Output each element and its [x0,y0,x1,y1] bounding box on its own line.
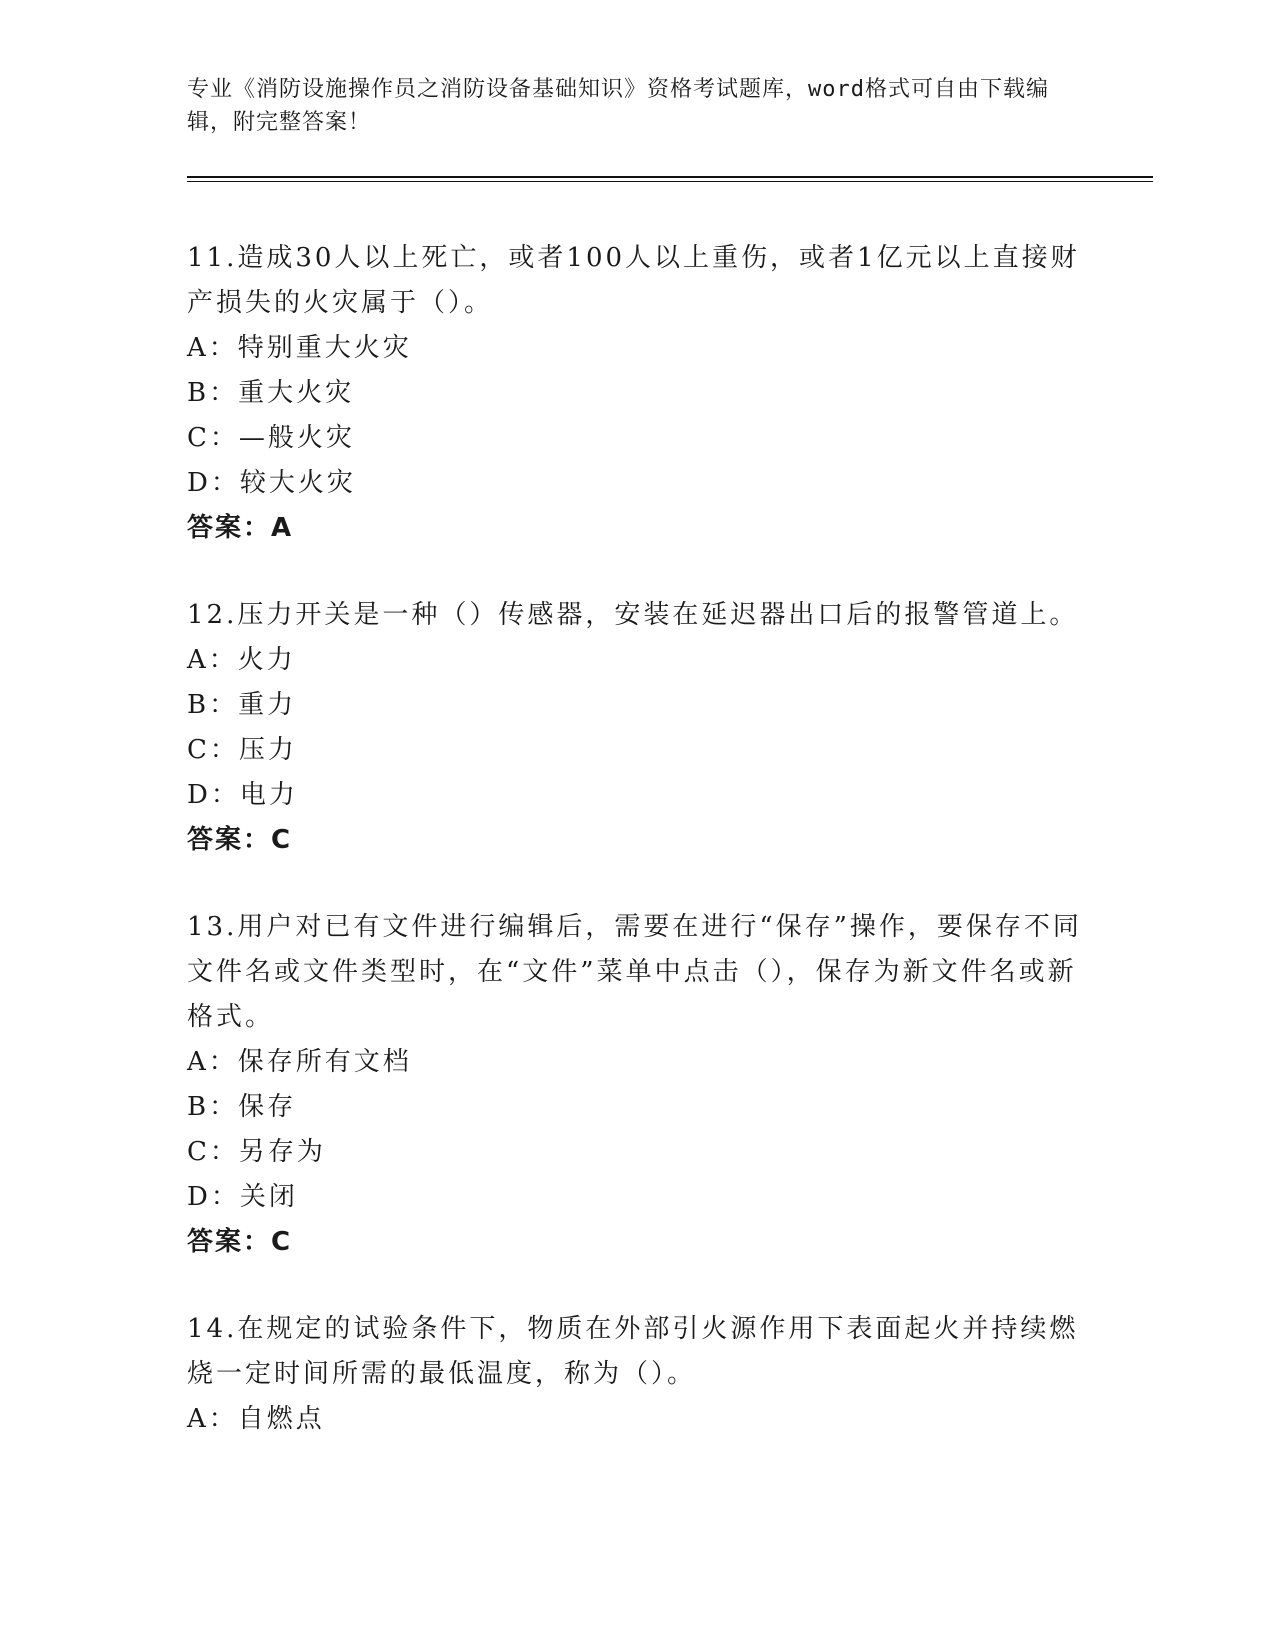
option-d: D：电力 [187,780,298,810]
header-divider-thin [187,181,1153,182]
option-a: A：自燃点 [187,1404,325,1434]
option-d: D：较大火灾 [187,468,356,498]
option-b: B：重力 [187,690,297,720]
option-c: C：另存为 [187,1137,326,1167]
question-12 [187,593,1087,863]
answer-line: 答案：A [187,513,294,543]
option-a: A：特别重大火灾 [187,333,412,363]
question-13 [187,905,1087,1265]
option-a: A：保存所有文档 [187,1047,412,1077]
option-c: C：压力 [187,735,297,765]
option-b: B：重大火灾 [187,378,355,408]
option-c: C：—般火灾 [187,423,355,453]
document-header: 专业《消防设施操作员之消防设备基础知识》资格考试题库，word格式可自由下载编辑，附完整答案！ [187,77,1049,135]
question-14 [187,1307,1087,1442]
answer-line: 答案：C [187,825,293,855]
option-b: B：保存 [187,1092,297,1122]
question-11 [187,236,1087,551]
question-stem: 11.造成30人以上死亡，或者100人以上重伤，或者1亿元以上直接财产损失的火灾属于（）。 [187,243,1080,318]
question-stem: 13.用户对已有文件进行编辑后，需要在进行“保存”操作，要保存不同文件名或文件类型时，在“文件”菜单中点击（），保存为新文件名或新格式。 [187,912,1082,1032]
answer-line: 答案：C [187,1227,293,1257]
option-a: A：火力 [187,645,296,675]
question-list [187,236,1087,1484]
question-stem: 14.在规定的试验条件下，物质在外部引火源作用下表面起火并持续燃烧一定时间所需的最低温度，称为（）。 [187,1314,1079,1389]
header-divider-thick [187,176,1153,178]
question-stem: 12.压力开关是一种（）传感器，安装在延迟器出口后的报警管道上。 [187,600,1079,630]
option-d: D：关闭 [187,1182,298,1212]
